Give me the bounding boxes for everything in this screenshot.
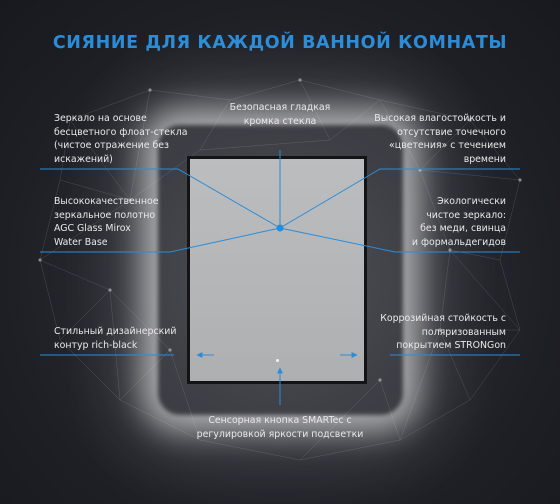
callout-moisture: Высокая влагостойкость и отсутствие точечного «цветения» с течением времени — [374, 113, 506, 165]
focus-dot-icon — [277, 225, 284, 232]
callout-corrosion: Коррозийная стойкость с поляризованным покрытием STRONGon — [380, 313, 506, 352]
callout-eco: Экологически чистое зеркало: без меди, свинца и формальдегидов — [411, 196, 506, 248]
page-title: СИЯНИЕ ДЛЯ КАЖДОЙ ВАННОЙ КОМНАТЫ — [52, 33, 508, 53]
callout-contour: Стильный дизайнерский контур rich-black — [54, 326, 177, 351]
callout-float-glass: Зеркало на основе бесцветного флоат-стекла (чистое отражение без искажений) — [54, 113, 188, 165]
callout-sensor-button: Сенсорная кнопка SMARTec с регулировкой яркости подсветки — [196, 415, 364, 440]
callout-safe-edge: Безопасная гладкая кромка стекла — [229, 102, 331, 127]
callout-agc-glass: Высококачественное зеркальное полотно AGC Glass Mirox Water Base — [54, 196, 159, 248]
